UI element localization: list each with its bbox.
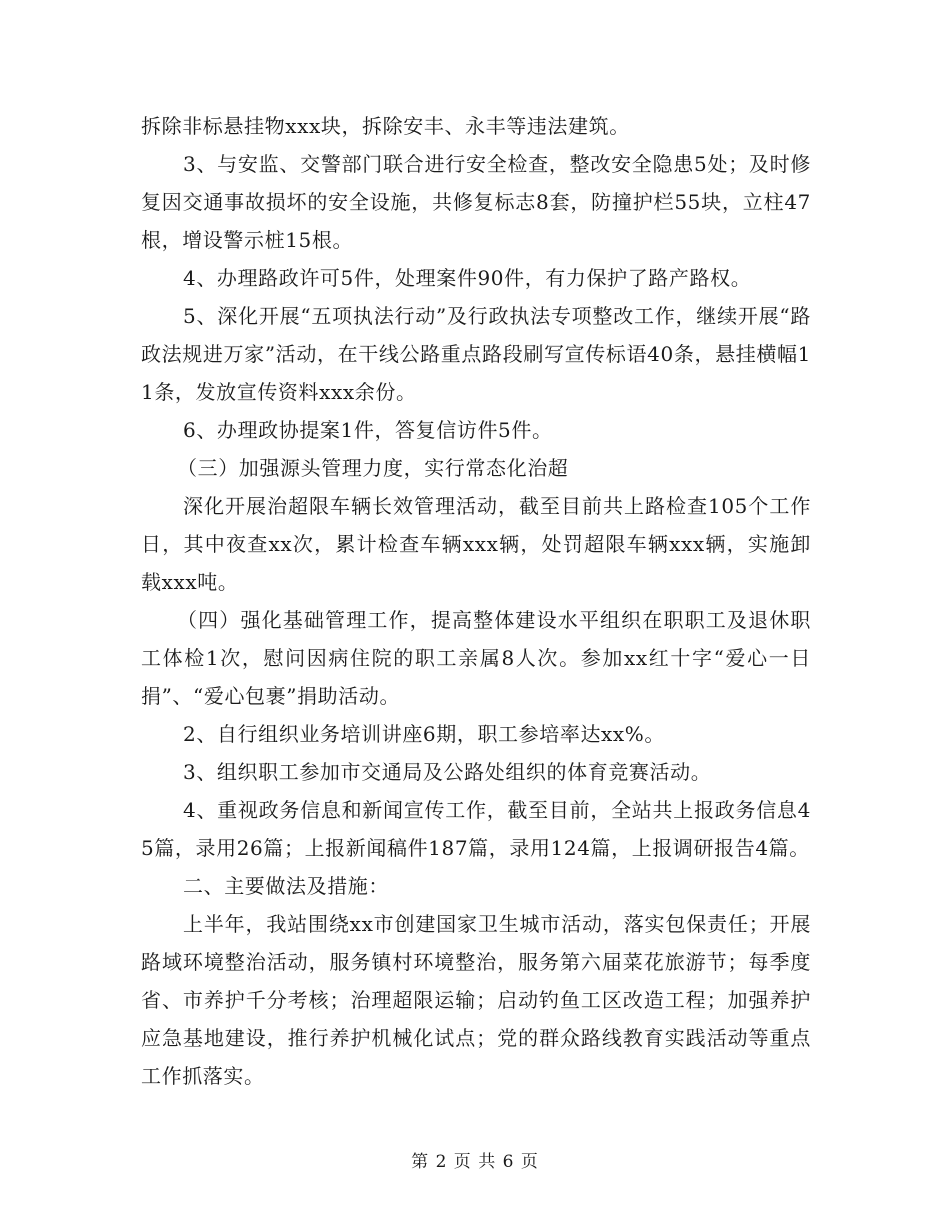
paragraph-overload-control: 深化开展治超限车辆长效管理活动，截至目前共上路检查105个工作日，其中夜查xx次，累计检查车辆xxx辆，处罚超限车辆xxx辆，实施卸载xxx吨。 [141, 494, 811, 594]
paragraph-first-half-summary: 上半年，我站围绕xx市创建国家卫生城市活动，落实包保责任；开展路域环境整治活动，服务镇村环境整治，服务第六届菜花旅游节；每季度省、市养护千分考核；治理超限运输；启动钓鱼工区改造工程；加强养护应急基地建设，推行养护机械化试点；党的群众路线教育实践活动等重点工作抓落实。 [141, 912, 811, 1088]
paragraph-law-enforcement: 5、深化开展“五项执法行动”及行政执法专项整改工作，继续开展“路政法规进万家”活动，在干线公路重点路段刷写宣传标语40条，悬挂横幅11条，发放宣传资料xxx余份。 [141, 304, 811, 404]
paragraph-continuation: 拆除非标悬挂物xxx块，拆除安丰、永丰等违法建筑。 [141, 114, 630, 138]
section-heading-measures: 二、主要做法及措施： [183, 874, 389, 898]
section-heading-4: （四）强化基础管理工作，提高整体建设水平组织在职职工及退休职工体检1次，慰问因病住院的职工亲属8人次。参加xx红十字“爱心一日捐”、“爱心包裹”捐助活动。 [141, 608, 811, 708]
section-heading-3: （三）加强源头管理力度，实行常态化治超 [177, 456, 569, 480]
page-number-footer: 第 2 页 共 6 页 [411, 1152, 539, 1172]
paragraph-proposals: 6、办理政协提案1件，答复信访件5件。 [183, 418, 553, 442]
paragraph-publicity: 4、重视政务信息和新闻宣传工作，截至目前，全站共上报政务信息45篇，录用26篇；上报新闻稿件187篇，录用124篇，上报调研报告4篇。 [141, 798, 811, 860]
document-body [141, 107, 811, 1095]
paragraph-safety-inspection: 3、与安监、交警部门联合进行安全检查，整改安全隐患5处；及时修复因交通事故损坏的安全设施，共修复标志8套，防撞护栏55块，立柱47根，增设警示桩15根。 [141, 152, 811, 252]
paragraph-sports: 3、组织职工参加市交通局及公路处组织的体育竞赛活动。 [183, 760, 712, 784]
paragraph-training: 2、自行组织业务培训讲座6期，职工参培率达xx%。 [183, 722, 666, 746]
paragraph-road-permits: 4、办理路政许可5件，处理案件90件，有力保护了路产路权。 [183, 266, 752, 290]
